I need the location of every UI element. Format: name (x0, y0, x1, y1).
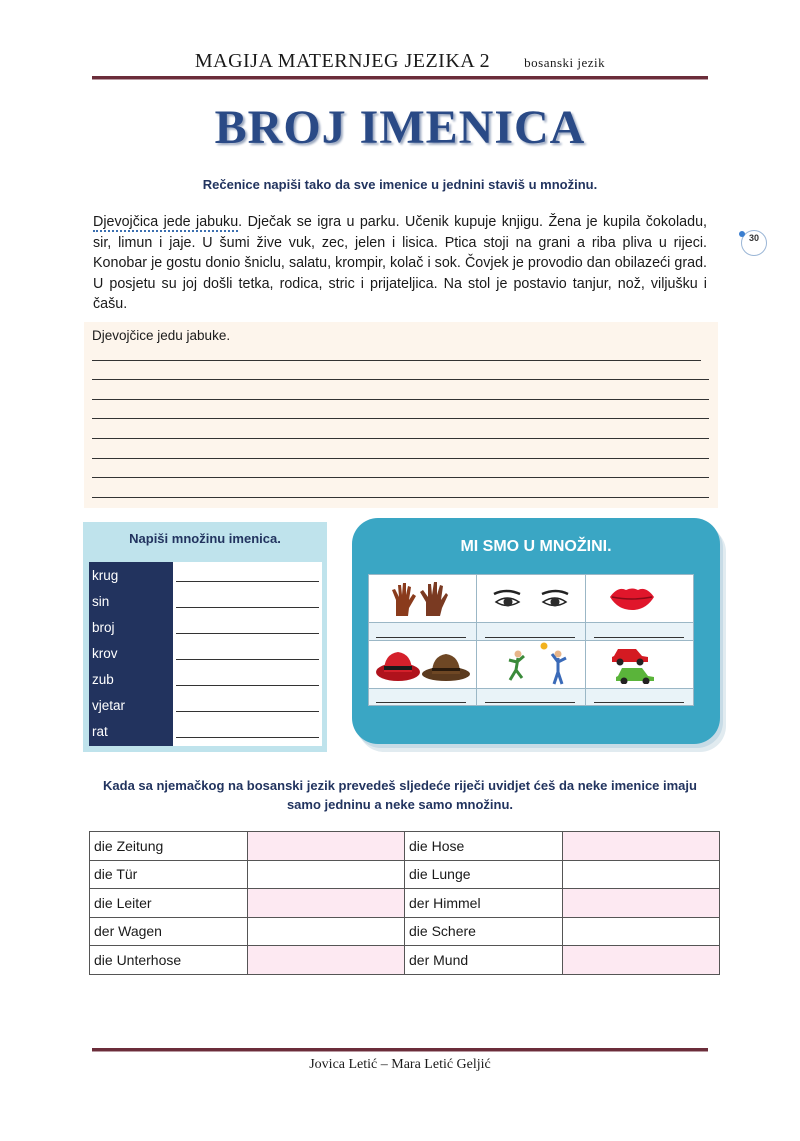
header (0, 50, 800, 73)
children-icon (496, 640, 578, 686)
picture-blank[interactable] (376, 637, 466, 638)
plural-pictures-title: MI SMO U MNOŽINI. (460, 538, 612, 555)
translation-cell[interactable] (562, 832, 719, 861)
german-word: die Hose (405, 832, 563, 861)
hands-icon (390, 580, 450, 618)
word-item: rat (92, 724, 108, 739)
answer-line[interactable] (92, 399, 709, 400)
plural-blank[interactable] (176, 633, 319, 634)
plural-answer-column (173, 562, 322, 746)
plural-exercise-title: Napiši množinu imenica. (129, 531, 281, 546)
table-row (90, 946, 720, 975)
book-title: MAGIJA MATERNJEG JEZIKA 2 (194, 50, 491, 72)
picture-blank[interactable] (594, 702, 684, 703)
plural-blank[interactable] (176, 685, 319, 686)
german-word: die Schere (405, 917, 563, 946)
lips-icon (608, 584, 656, 612)
word-item: vjetar (92, 698, 126, 713)
german-word: die Unterhose (90, 946, 248, 975)
page-title: BROJ IMENICA (214, 101, 586, 154)
word-item: krov (92, 646, 118, 661)
answer-line[interactable] (92, 379, 709, 380)
badge-dot-icon (739, 231, 745, 237)
picture-blank[interactable] (485, 702, 575, 703)
plural-blank[interactable] (176, 659, 319, 660)
exercise1-instruction: Rečenice napiši tako da sve imenice u jednini staviš u množinu. (202, 177, 598, 192)
footer-authors: Jovica Letić – Mara Letić Geljić (309, 1057, 491, 1072)
word-item: broj (92, 620, 115, 635)
german-word: der Mund (405, 946, 563, 975)
plural-blank[interactable] (176, 607, 319, 608)
translation-cell[interactable] (562, 860, 719, 889)
answer-area[interactable] (84, 322, 718, 508)
answer-line[interactable] (92, 418, 709, 419)
header-rule (92, 76, 708, 80)
table-row (90, 889, 720, 918)
word-column (89, 562, 173, 746)
answer-line[interactable] (92, 360, 701, 361)
translation-cell[interactable] (247, 860, 404, 889)
german-word: der Himmel (405, 889, 563, 918)
plural-blank[interactable] (176, 711, 319, 712)
table-row (90, 860, 720, 889)
answer-line[interactable] (92, 458, 709, 459)
plural-blank[interactable] (176, 581, 319, 582)
underlined-example: Djevojčica jede jabuku (93, 214, 239, 230)
german-word: die Lunge (405, 860, 563, 889)
footer-rule (92, 1048, 708, 1052)
german-word: die Zeitung (90, 832, 248, 861)
picture-blank[interactable] (594, 637, 684, 638)
translation-cell[interactable] (247, 832, 404, 861)
picture-blank[interactable] (376, 702, 466, 703)
table-row (90, 917, 720, 946)
german-word: der Wagen (90, 917, 248, 946)
translation-cell[interactable] (247, 889, 404, 918)
answer-line[interactable] (92, 477, 709, 478)
german-word: die Leiter (90, 889, 248, 918)
german-word: die Tür (90, 860, 248, 889)
book-subtitle: bosanski jezik (524, 55, 606, 70)
answer-line[interactable] (92, 438, 709, 439)
paragraph-text: . Dječak se igra u parku. Učenik kupuje knjigu. Žena je kupila čokoladu, sir, limun i jaje. U šumi žive vuk, zec, jelen i lisica. Ptica stoji na grani a riba pliva u rijeci. Konobar je gostu donio šniclu, salatu, krompir, kolač i sok. Čovjek je provodio dan obilazeći grad. U posjetu su joj došli tetka, rodica, stric i prijateljica. Na stol je postavio tanjur, nož, viljušku i čašu. (93, 214, 707, 312)
translation-cell[interactable] (247, 917, 404, 946)
word-item: zub (92, 672, 114, 687)
table-row (90, 832, 720, 861)
translation-cell[interactable] (562, 917, 719, 946)
hats-icon (374, 646, 472, 684)
example-answer: Djevojčice jedu jabuke. (92, 328, 231, 343)
word-item: krug (92, 568, 119, 583)
answer-line[interactable] (92, 497, 709, 498)
page-number-badge (741, 230, 767, 256)
plural-blank[interactable] (176, 737, 319, 738)
exercise4-instruction: Kada sa njemačkog na bosanski jezik prevedeš sljedeće riječi uvidjet ćeš da neke imenice imaju samo jedninu a neke samo množinu. (103, 778, 697, 812)
answer-row (368, 688, 694, 706)
cars-icon (608, 640, 660, 684)
word-item: sin (92, 594, 110, 609)
exercise1-paragraph (93, 212, 707, 315)
translation-cell[interactable] (562, 889, 719, 918)
picture-blank[interactable] (485, 637, 575, 638)
page-number: 30 (748, 233, 759, 243)
eyes-icon (492, 588, 570, 612)
translation-cell[interactable] (247, 946, 404, 975)
picture-grid (368, 574, 694, 706)
translation-table (89, 831, 720, 975)
translation-cell[interactable] (562, 946, 719, 975)
